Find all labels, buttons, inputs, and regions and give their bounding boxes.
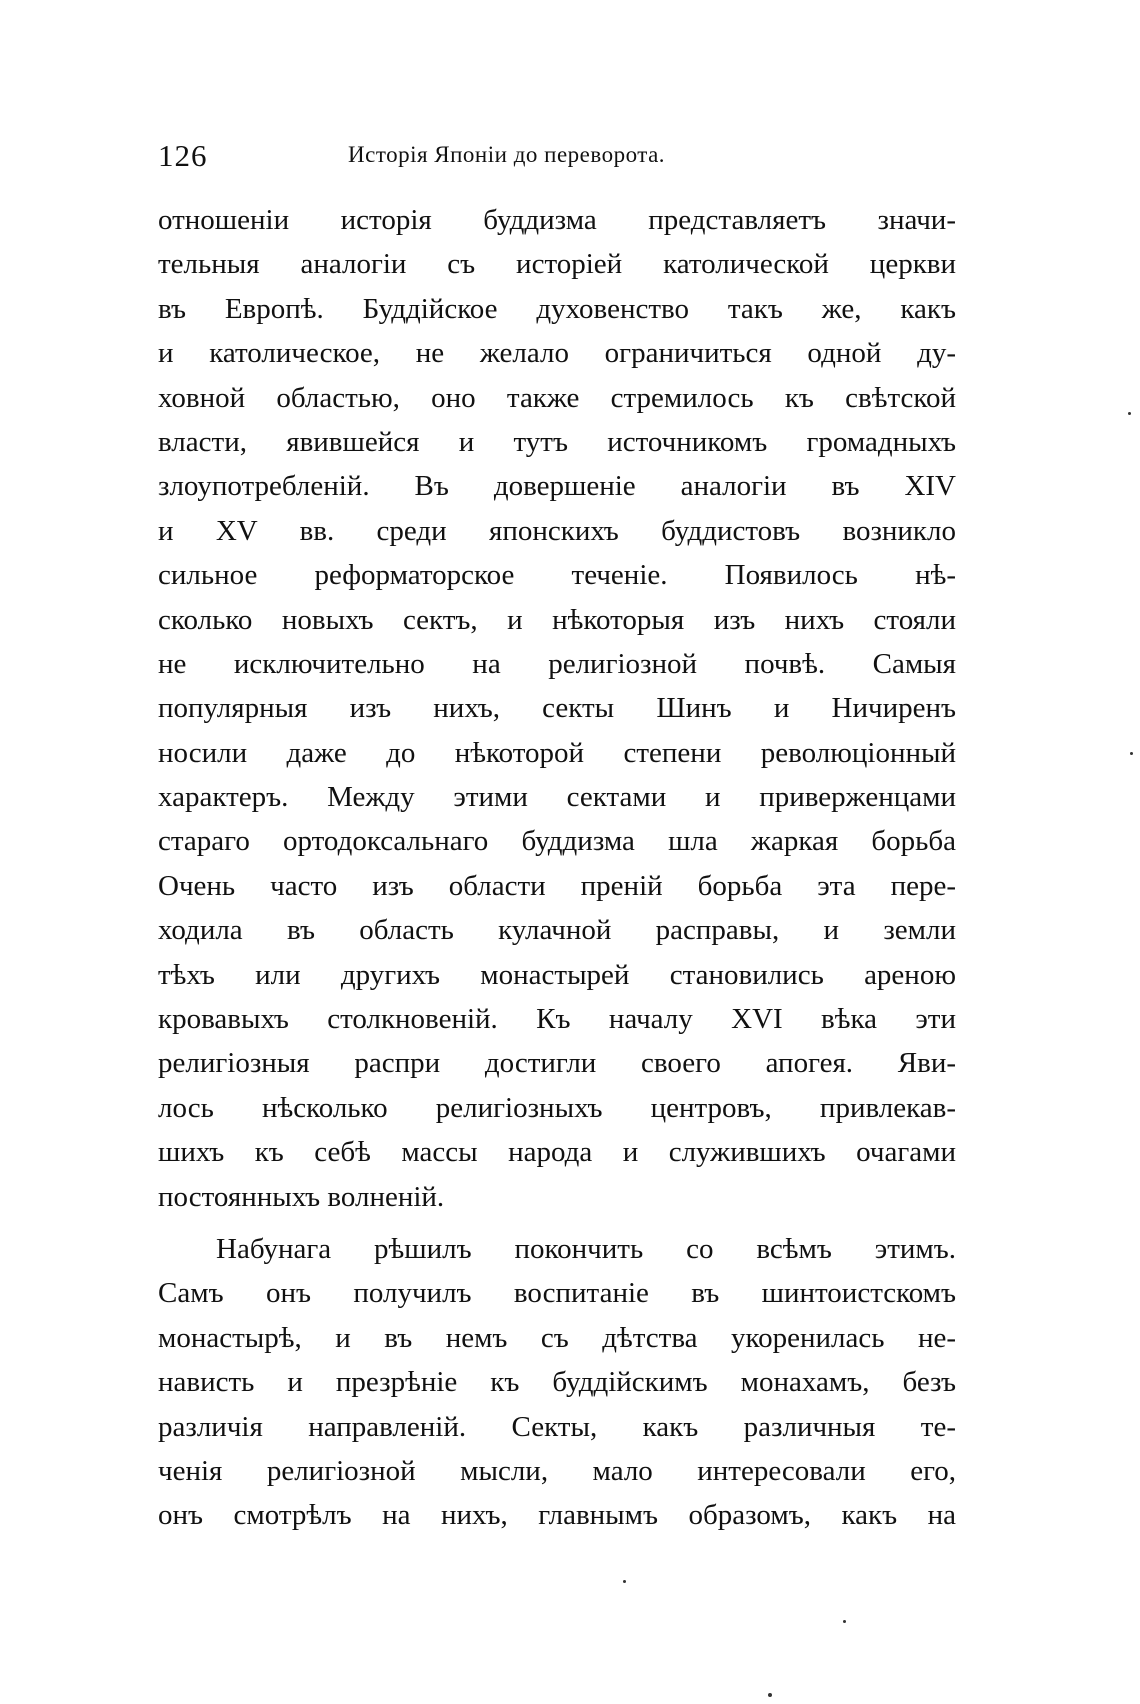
print-speck [1130, 752, 1133, 755]
text-line: и XV вв. среди японскихъ буддистовъ возникло [158, 514, 956, 547]
print-speck [623, 1580, 626, 1583]
body-text [158, 198, 956, 1538]
text-line: тельныя аналогіи съ исторіей католической церкви [158, 248, 956, 281]
text-line: ходила въ область кулачной расправы, и земли [158, 914, 956, 947]
print-speck [768, 1693, 772, 1697]
text-line: монастырѣ, и въ немъ съ дѣтства укоренилась не- [158, 1321, 956, 1354]
text-line: постоянныхъ волненій. [158, 1180, 445, 1213]
text-line: ченія религіозной мысли, мало интересовали его, [158, 1454, 956, 1487]
text-line: отношеніи исторія буддизма представляетъ значи- [158, 204, 956, 236]
paragraph-gap [158, 1219, 956, 1227]
text-line: онъ смотрѣлъ на нихъ, главнымъ образомъ, какъ на [158, 1499, 956, 1532]
text-line: злоупотребленій. Въ довершеніе аналогіи въ XIV [158, 470, 956, 503]
page-header [158, 138, 958, 178]
paragraph-2 [158, 1227, 956, 1538]
text-line: лось нѣсколько религіозныхъ центровъ, привлекав- [158, 1091, 956, 1124]
text-line: кровавыхъ столкновеній. Къ началу XVI вѣка эти [158, 1003, 956, 1036]
text-line: и католическое, не желало ограничиться одной ду- [158, 337, 956, 370]
text-line: Набунага рѣшилъ покончить со всѣмъ этимъ. [216, 1232, 956, 1265]
text-line: различія направленій. Секты, какъ различныя те- [158, 1410, 956, 1443]
text-line: въ Европѣ. Буддійское духовенство такъ же, какъ [158, 292, 956, 325]
text-line: ховной областью, оно также стремилось къ свѣтской [158, 381, 956, 414]
paragraph-1 [158, 198, 956, 1219]
text-line: Очень часто изъ области преній борьба эта пере- [158, 869, 956, 902]
text-line: религіозныя распри достигли своего апогея. Яви- [158, 1047, 956, 1080]
running-title: Исторія Японіи до переворота. [348, 142, 666, 167]
text-line: характеръ. Между этими сектами и приверженцами [158, 781, 956, 814]
text-line: носили даже до нѣкоторой степени революціонный [158, 736, 956, 769]
text-line: шихъ къ себѣ массы народа и служившихъ очагами [158, 1136, 956, 1169]
print-speck [843, 1620, 846, 1623]
text-line: тѣхъ или другихъ монастырей становились ареною [158, 958, 956, 991]
text-line: Самъ онъ получилъ воспитаніе въ шинтоистскомъ [158, 1277, 956, 1310]
text-line: стараго ортодоксальнаго буддизма шла жаркая борьба [158, 825, 956, 858]
text-line: нависть и презрѣніе къ буддійскимъ монахамъ, безъ [158, 1366, 956, 1399]
text-line: сколько новыхъ сектъ, и нѣкоторыя изъ нихъ стояли [158, 603, 956, 636]
text-line: популярныя изъ нихъ, секты Шинъ и Ничиренъ [158, 692, 956, 725]
text-line: власти, явившейся и тутъ источникомъ громадныхъ [158, 425, 956, 458]
page-number: 126 [158, 138, 208, 173]
print-speck [1128, 412, 1131, 415]
text-line: не исключительно на религіозной почвѣ. Самыя [158, 647, 956, 680]
text-line: сильное реформаторское теченіе. Появилось нѣ- [158, 559, 956, 592]
